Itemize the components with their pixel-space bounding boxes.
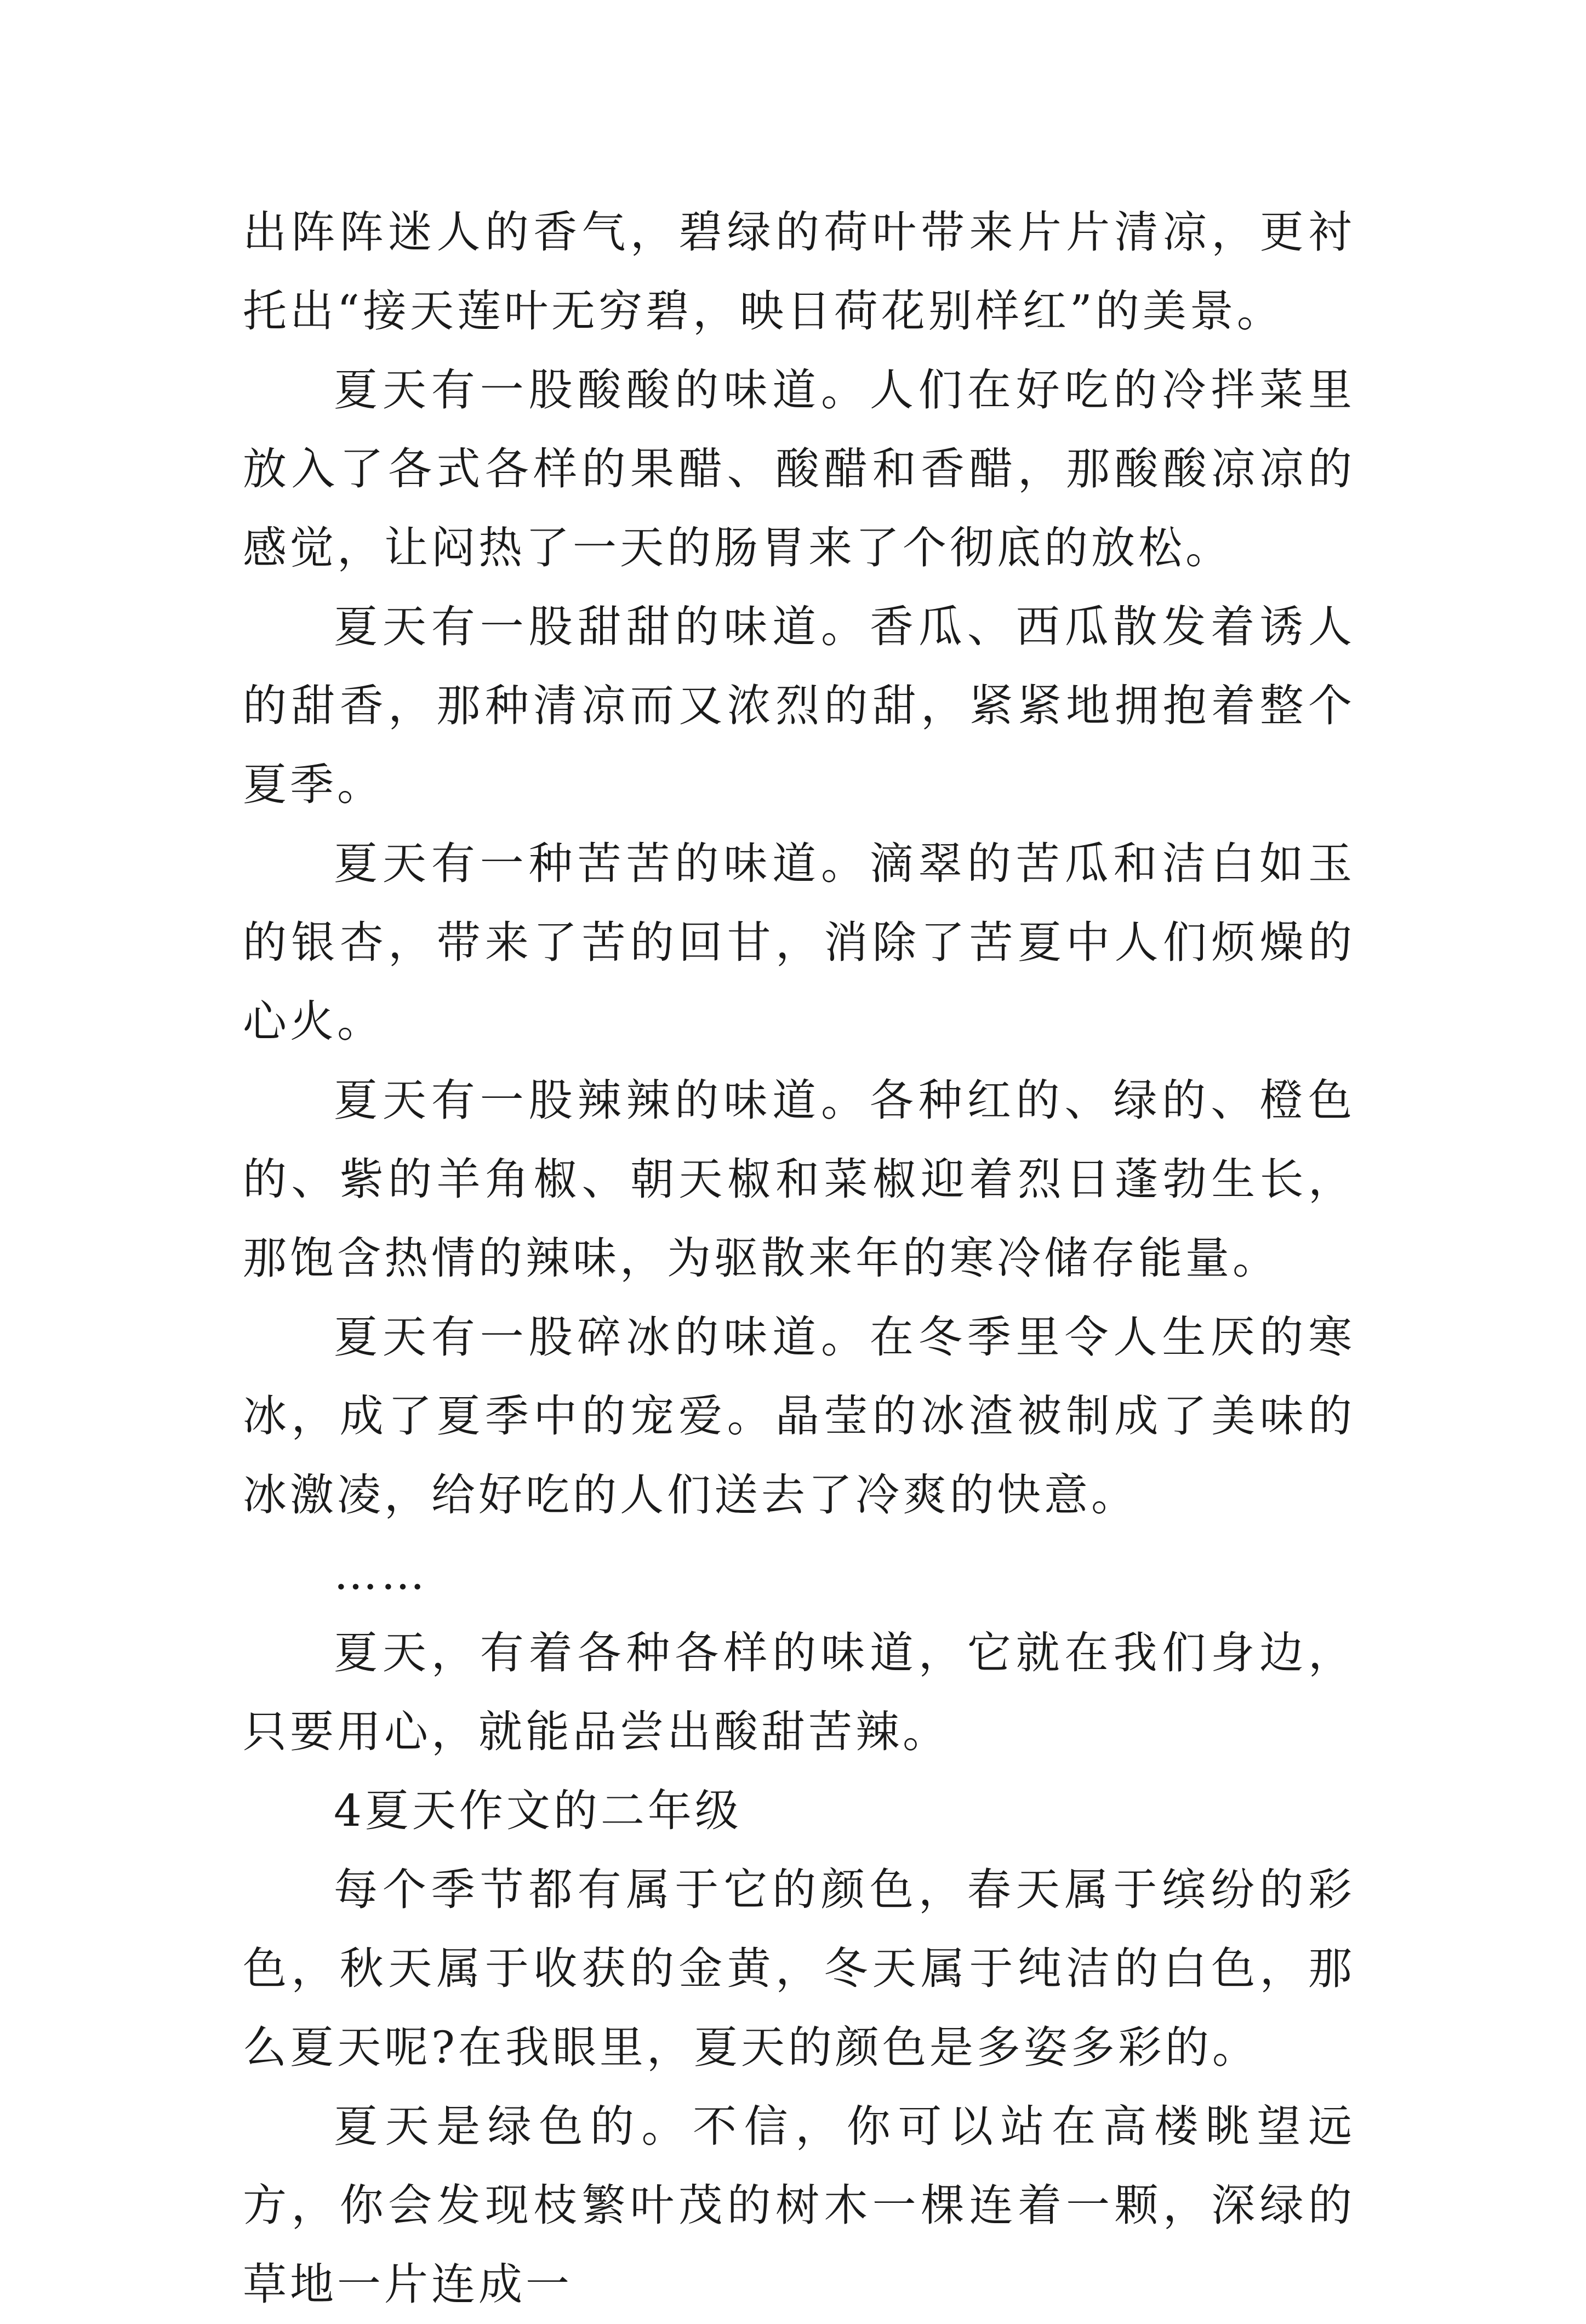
paragraph-2: 夏天有一股酸酸的味道。人们在好吃的冷拌菜里放入了各式各样的果醋、酸醋和香醋，那酸酸凉凉的感觉，让闷热了一天的肠胃来了个彻底的放松。 (243, 364, 1355, 573)
section-heading: 4夏天作文的二年级 (334, 1785, 742, 1836)
paragraph-1: 出阵阵迷人的香气，碧绿的荷叶带来片片清凉，更衬托出“接天莲叶无穷碧，映日荷花别样红”的美景。 (243, 207, 1355, 337)
paragraph-5: 夏天有一股辣辣的味道。各种红的、绿的、橙色的、紫的羊角椒、朝天椒和菜椒迎着烈日蓬勃生长，那饱含热情的辣味，为驱散来年的寒冷储存能量。 (243, 1075, 1355, 1284)
paragraph-8: 每个季节都有属于它的颜色，春天属于缤纷的彩色，秋天属于收获的金黄，冬天属于纯洁的白色，那么夏天呢?在我眼里，夏天的颜色是多姿多彩的。 (243, 1864, 1355, 2073)
ellipsis-line: …… (334, 1548, 428, 1599)
document-body (243, 193, 1355, 2324)
paragraph-6: 夏天有一股碎冰的味道。在冬季里令人生厌的寒冰，成了夏季中的宠爱。晶莹的冰渣被制成了美味的冰激凌，给好吃的人们送去了冷爽的快意。 (243, 1312, 1355, 1520)
paragraph-9: 夏天是绿色的。不信，你可以站在高楼眺望远方，你会发现枝繁叶茂的树木一棵连着一颗，深绿的草地一片连成一 (243, 2101, 1355, 2310)
paragraph-7: 夏天，有着各种各样的味道，它就在我们身边，只要用心，就能品尝出酸甜苦辣。 (243, 1627, 1355, 1757)
paragraph-4: 夏天有一种苦苦的味道。滴翠的苦瓜和洁白如玉的银杏，带来了苦的回甘，消除了苦夏中人们烦燥的心火。 (243, 838, 1355, 1047)
paragraph-3: 夏天有一股甜甜的味道。香瓜、西瓜散发着诱人的甜香，那种清凉而又浓烈的甜，紧紧地拥抱着整个夏季。 (243, 601, 1355, 810)
